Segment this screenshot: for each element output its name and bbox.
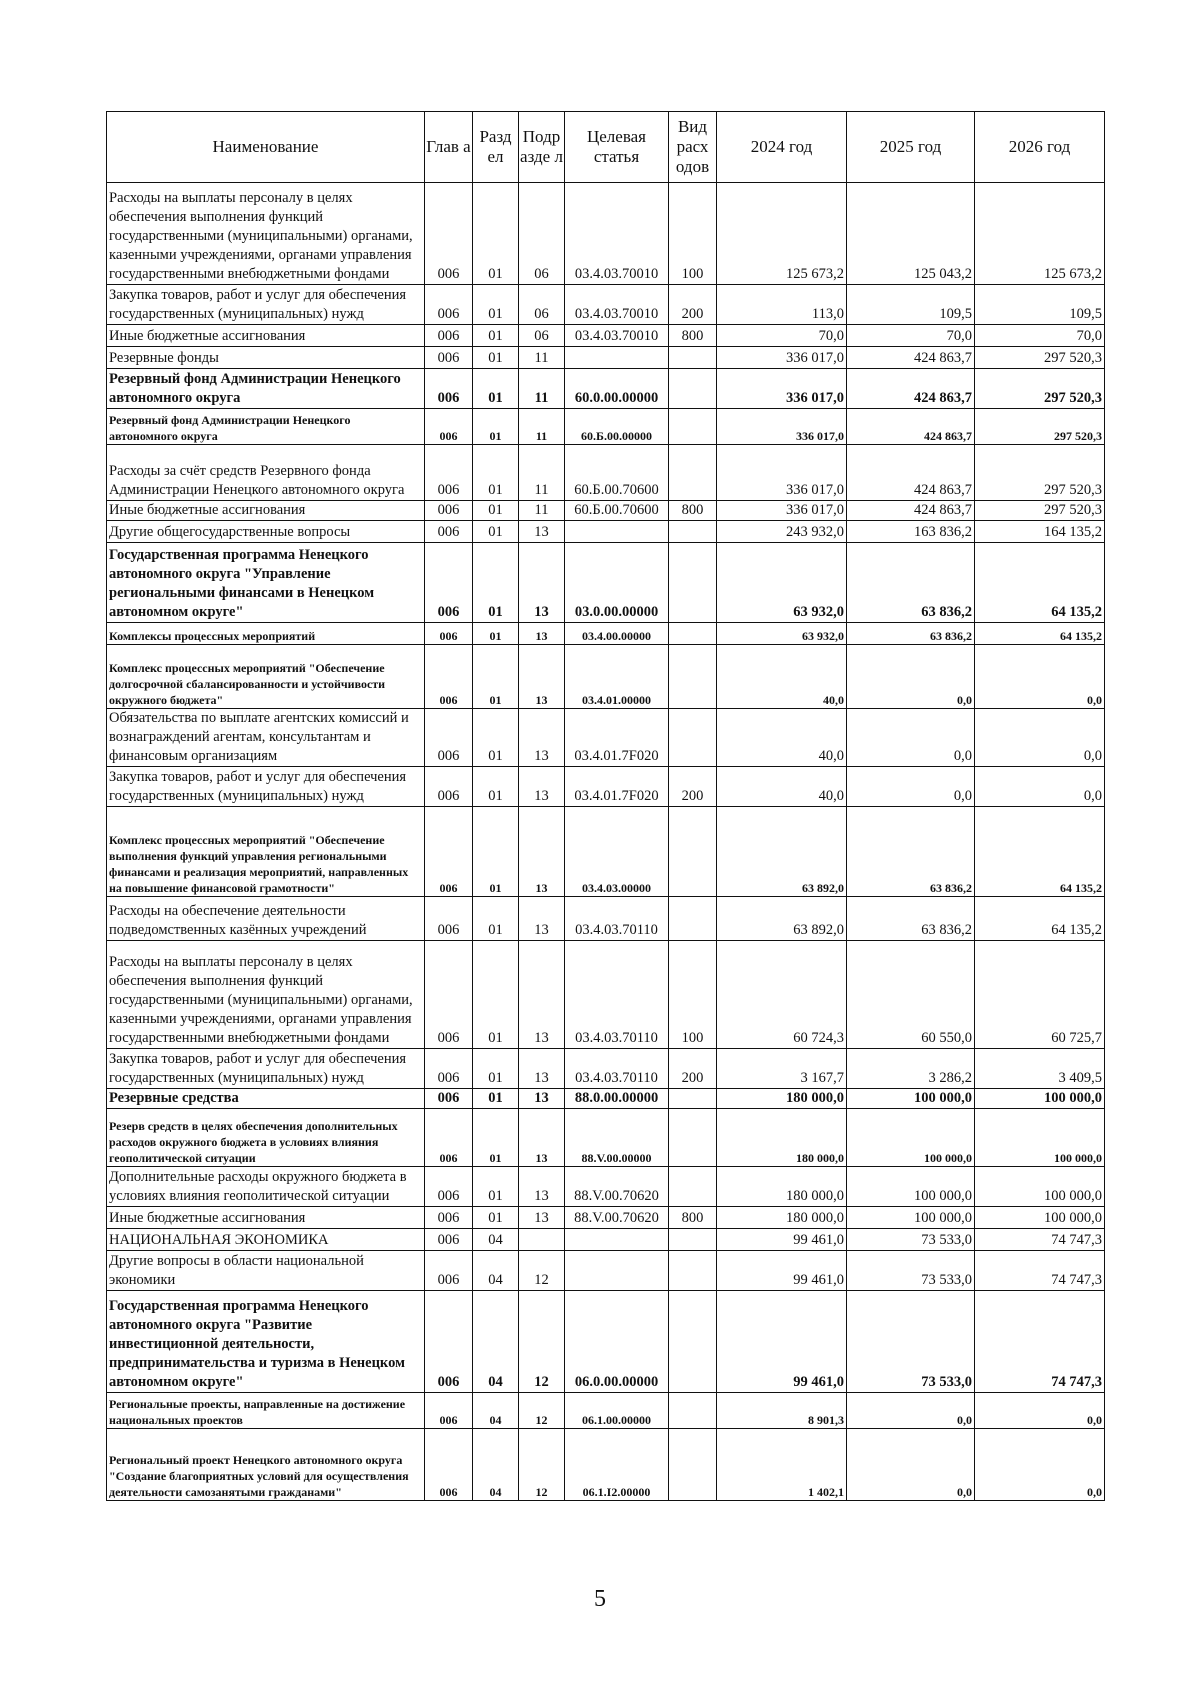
row-target-article: 03.4.01.7F020: [565, 767, 669, 807]
row-target-article: 88.V.00.70620: [565, 1167, 669, 1207]
row-value-2026: 70,0: [975, 325, 1105, 347]
row-expense-type: [669, 1251, 717, 1291]
table-body: [107, 183, 1105, 1501]
row-podrazdel: 13: [519, 1167, 565, 1207]
row-value-2026: 297 520,3: [975, 369, 1105, 409]
row-value-2025: 3 286,2: [847, 1049, 975, 1089]
row-value-2026: 297 520,3: [975, 501, 1105, 521]
row-glava: 006: [425, 807, 473, 897]
row-target-article: 03.4.03.70110: [565, 941, 669, 1049]
row-podrazdel: 11: [519, 369, 565, 409]
row-expense-type: [669, 543, 717, 623]
row-name: Другие вопросы в области национальной экономики: [107, 1251, 425, 1291]
row-value-2026: 0,0: [975, 1393, 1105, 1429]
row-target-article: 03.4.03.00000: [565, 807, 669, 897]
table-row: [107, 501, 1105, 521]
row-razdel: 01: [473, 445, 519, 501]
row-value-2025: 63 836,2: [847, 807, 975, 897]
row-expense-type: [669, 1089, 717, 1109]
row-value-2025: 63 836,2: [847, 623, 975, 645]
row-target-article: 06.1.00.00000: [565, 1393, 669, 1429]
header-year-2025: 2025 год: [847, 112, 975, 183]
header-podrazdel: Подр азде л: [519, 112, 565, 183]
row-value-2025: 70,0: [847, 325, 975, 347]
table-row: [107, 1229, 1105, 1251]
row-name: Комплекс процессных мероприятий "Обеспечение долгосрочной сбалансированности и устойчивости окружного бюджета": [107, 645, 425, 709]
row-glava: 006: [425, 369, 473, 409]
row-podrazdel: 12: [519, 1429, 565, 1501]
row-razdel: 01: [473, 409, 519, 445]
row-target-article: 03.4.03.70010: [565, 183, 669, 285]
row-value-2026: 164 135,2: [975, 521, 1105, 543]
row-glava: 006: [425, 183, 473, 285]
row-name: Закупка товаров, работ и услуг для обеспечения государственных (муниципальных) нужд: [107, 285, 425, 325]
row-name: Другие общегосударственные вопросы: [107, 521, 425, 543]
row-name: Резервные фонды: [107, 347, 425, 369]
row-value-2025: 0,0: [847, 1429, 975, 1501]
row-razdel: 04: [473, 1291, 519, 1393]
row-razdel: 01: [473, 897, 519, 941]
row-podrazdel: 13: [519, 1207, 565, 1229]
row-name: Закупка товаров, работ и услуг для обеспечения государственных (муниципальных) нужд: [107, 1049, 425, 1089]
row-value-2025: 60 550,0: [847, 941, 975, 1049]
row-podrazdel: 13: [519, 645, 565, 709]
header-razdel: Разд ел: [473, 112, 519, 183]
row-target-article: 03.0.00.00000: [565, 543, 669, 623]
row-value-2026: 100 000,0: [975, 1109, 1105, 1167]
row-value-2026: 64 135,2: [975, 807, 1105, 897]
row-name: Расходы на обеспечение деятельности подведомственных казённых учреждений: [107, 897, 425, 941]
row-value-2025: 63 836,2: [847, 897, 975, 941]
row-name: НАЦИОНАЛЬНАЯ ЭКОНОМИКА: [107, 1229, 425, 1251]
row-glava: 006: [425, 1393, 473, 1429]
table-row: [107, 1429, 1105, 1501]
row-podrazdel: 13: [519, 623, 565, 645]
row-expense-type: [669, 807, 717, 897]
row-razdel: 01: [473, 807, 519, 897]
row-expense-type: [669, 1291, 717, 1393]
row-podrazdel: 12: [519, 1291, 565, 1393]
row-expense-type: 800: [669, 1207, 717, 1229]
row-value-2025: 0,0: [847, 1393, 975, 1429]
row-expense-type: [669, 445, 717, 501]
row-value-2024: 3 167,7: [717, 1049, 847, 1089]
row-value-2026: 64 135,2: [975, 897, 1105, 941]
row-expense-type: [669, 645, 717, 709]
row-value-2025: 424 863,7: [847, 369, 975, 409]
row-podrazdel: 13: [519, 709, 565, 767]
row-value-2025: 109,5: [847, 285, 975, 325]
row-target-article: 60.Б.00.70600: [565, 501, 669, 521]
table-header-row: [107, 112, 1105, 183]
table-row: [107, 941, 1105, 1049]
table-row: [107, 521, 1105, 543]
page-number: 5: [594, 1586, 606, 1612]
budget-sheet: [106, 111, 1104, 1501]
row-value-2024: 40,0: [717, 645, 847, 709]
row-razdel: 01: [473, 623, 519, 645]
row-target-article: 60.Б.00.70600: [565, 445, 669, 501]
row-expense-type: 100: [669, 183, 717, 285]
row-razdel: 01: [473, 183, 519, 285]
row-expense-type: 800: [669, 325, 717, 347]
row-podrazdel: 11: [519, 409, 565, 445]
row-podrazdel: 13: [519, 1089, 565, 1109]
header-glava: Глав а: [425, 112, 473, 183]
table-row: [107, 1291, 1105, 1393]
row-glava: 006: [425, 347, 473, 369]
row-expense-type: 200: [669, 285, 717, 325]
row-glava: 006: [425, 325, 473, 347]
table-row: [107, 1167, 1105, 1207]
row-value-2025: 63 836,2: [847, 543, 975, 623]
table-row: [107, 1109, 1105, 1167]
table-row: [107, 409, 1105, 445]
row-name: Резервный фонд Администрации Ненецкого автономного округа: [107, 409, 425, 445]
row-razdel: 01: [473, 521, 519, 543]
table-row: [107, 325, 1105, 347]
table-row: [107, 183, 1105, 285]
row-value-2024: 40,0: [717, 709, 847, 767]
table-row: [107, 347, 1105, 369]
row-target-article: 88.V.00.00000: [565, 1109, 669, 1167]
row-glava: 006: [425, 445, 473, 501]
row-value-2025: 424 863,7: [847, 501, 975, 521]
row-glava: 006: [425, 709, 473, 767]
row-razdel: 01: [473, 285, 519, 325]
row-value-2026: 100 000,0: [975, 1167, 1105, 1207]
row-value-2026: 0,0: [975, 645, 1105, 709]
row-target-article: 06.1.I2.00000: [565, 1429, 669, 1501]
row-value-2026: 297 520,3: [975, 445, 1105, 501]
row-glava: 006: [425, 1089, 473, 1109]
row-glava: 006: [425, 1429, 473, 1501]
row-value-2025: 100 000,0: [847, 1207, 975, 1229]
row-value-2025: 424 863,7: [847, 409, 975, 445]
row-value-2026: 74 747,3: [975, 1229, 1105, 1251]
row-target-article: 06.0.00.00000: [565, 1291, 669, 1393]
row-target-article: 88.0.00.00000: [565, 1089, 669, 1109]
row-razdel: 04: [473, 1393, 519, 1429]
row-value-2026: 125 673,2: [975, 183, 1105, 285]
row-glava: 006: [425, 1251, 473, 1291]
row-razdel: 01: [473, 1207, 519, 1229]
row-expense-type: 100: [669, 941, 717, 1049]
row-value-2026: 109,5: [975, 285, 1105, 325]
row-glava: 006: [425, 521, 473, 543]
row-podrazdel: 06: [519, 325, 565, 347]
row-podrazdel: 13: [519, 897, 565, 941]
row-glava: 006: [425, 1167, 473, 1207]
header-expense-type: Вид расх одов: [669, 112, 717, 183]
row-value-2024: 180 000,0: [717, 1167, 847, 1207]
row-glava: 006: [425, 543, 473, 623]
header-year-2024: 2024 год: [717, 112, 847, 183]
row-expense-type: [669, 409, 717, 445]
row-razdel: 04: [473, 1429, 519, 1501]
row-glava: 006: [425, 1229, 473, 1251]
table-row: [107, 897, 1105, 941]
header-target-article: Целевая статья: [565, 112, 669, 183]
row-value-2026: 64 135,2: [975, 543, 1105, 623]
row-value-2024: 40,0: [717, 767, 847, 807]
row-podrazdel: 06: [519, 285, 565, 325]
row-name: Комплекс процессных мероприятий "Обеспечение выполнения функций управления региональными финансами и реализация мероприятий, направленных на повышение финансовой грамотности": [107, 807, 425, 897]
row-glava: 006: [425, 1207, 473, 1229]
row-value-2024: 125 673,2: [717, 183, 847, 285]
row-value-2025: 0,0: [847, 709, 975, 767]
row-podrazdel: 11: [519, 347, 565, 369]
row-target-article: 03.4.00.00000: [565, 623, 669, 645]
table-row: [107, 767, 1105, 807]
row-razdel: 01: [473, 347, 519, 369]
row-name: Государственная программа Ненецкого автономного округа "Развитие инвестиционной деятельности, предпринимательства и туризма в Ненецком автономном округе": [107, 1291, 425, 1393]
row-podrazdel: 13: [519, 807, 565, 897]
row-name: Региональные проекты, направленные на достижение национальных проектов: [107, 1393, 425, 1429]
row-target-article: [565, 1229, 669, 1251]
row-value-2024: 113,0: [717, 285, 847, 325]
table-row: [107, 1251, 1105, 1291]
row-value-2025: 100 000,0: [847, 1089, 975, 1109]
row-expense-type: [669, 897, 717, 941]
row-name: Резервный фонд Администрации Ненецкого автономного округа: [107, 369, 425, 409]
row-razdel: 01: [473, 369, 519, 409]
row-value-2025: 424 863,7: [847, 347, 975, 369]
row-expense-type: [669, 347, 717, 369]
row-value-2024: 63 932,0: [717, 543, 847, 623]
row-value-2025: 100 000,0: [847, 1109, 975, 1167]
row-razdel: 01: [473, 325, 519, 347]
row-name: Региональный проект Ненецкого автономного округа "Создание благоприятных условий для осуществления деятельности самозанятыми гражданами": [107, 1429, 425, 1501]
table-row: [107, 623, 1105, 645]
row-value-2024: 243 932,0: [717, 521, 847, 543]
table-row: [107, 709, 1105, 767]
row-glava: 006: [425, 409, 473, 445]
row-target-article: 03.4.03.70010: [565, 285, 669, 325]
row-glava: 006: [425, 645, 473, 709]
row-expense-type: [669, 1109, 717, 1167]
row-glava: 006: [425, 767, 473, 807]
table-row: [107, 369, 1105, 409]
row-expense-type: [669, 1429, 717, 1501]
row-podrazdel: 13: [519, 521, 565, 543]
row-name: Расходы за счёт средств Резервного фонда Администрации Ненецкого автономного округа: [107, 445, 425, 501]
row-razdel: 01: [473, 645, 519, 709]
table-row: [107, 1089, 1105, 1109]
row-target-article: [565, 521, 669, 543]
row-podrazdel: 13: [519, 767, 565, 807]
row-value-2026: 64 135,2: [975, 623, 1105, 645]
row-value-2024: 336 017,0: [717, 445, 847, 501]
row-value-2024: 99 461,0: [717, 1229, 847, 1251]
row-value-2024: 63 892,0: [717, 897, 847, 941]
row-name: Расходы на выплаты персоналу в целях обеспечения выполнения функций государственными (муниципальными) органами, казенными учреждениями, органами управления государственными внебюджетными фондами: [107, 183, 425, 285]
row-name: Резервные средства: [107, 1089, 425, 1109]
row-value-2025: 100 000,0: [847, 1167, 975, 1207]
row-expense-type: [669, 1229, 717, 1251]
row-value-2026: 0,0: [975, 709, 1105, 767]
row-value-2025: 163 836,2: [847, 521, 975, 543]
row-podrazdel: 11: [519, 445, 565, 501]
row-name: Обязательства по выплате агентских комиссий и вознаграждений агентам, консультантам и финансовым организациям: [107, 709, 425, 767]
row-value-2025: 73 533,0: [847, 1251, 975, 1291]
row-value-2026: 74 747,3: [975, 1251, 1105, 1291]
row-expense-type: 200: [669, 1049, 717, 1089]
table-row: [107, 1207, 1105, 1229]
row-value-2025: 0,0: [847, 767, 975, 807]
row-name: Расходы на выплаты персоналу в целях обеспечения выполнения функций государственными (муниципальными) органами, казенными учреждениями, органами управления государственными внебюджетными фондами: [107, 941, 425, 1049]
row-name: Иные бюджетные ассигнования: [107, 325, 425, 347]
row-glava: 006: [425, 623, 473, 645]
row-razdel: 01: [473, 1167, 519, 1207]
row-podrazdel: 11: [519, 501, 565, 521]
row-target-article: 60.0.00.00000: [565, 369, 669, 409]
row-value-2026: 100 000,0: [975, 1207, 1105, 1229]
row-expense-type: [669, 1393, 717, 1429]
row-name: Резерв средств в целях обеспечения дополнительных расходов окружного бюджета в условиях влияния геополитической ситуации: [107, 1109, 425, 1167]
row-value-2026: 74 747,3: [975, 1291, 1105, 1393]
table-row: [107, 285, 1105, 325]
row-value-2024: 180 000,0: [717, 1207, 847, 1229]
row-value-2025: 125 043,2: [847, 183, 975, 285]
row-value-2024: 99 461,0: [717, 1291, 847, 1393]
row-glava: 006: [425, 501, 473, 521]
row-razdel: 01: [473, 709, 519, 767]
row-expense-type: [669, 521, 717, 543]
row-value-2024: 336 017,0: [717, 369, 847, 409]
budget-table: [106, 111, 1105, 1501]
row-name: Закупка товаров, работ и услуг для обеспечения государственных (муниципальных) нужд: [107, 767, 425, 807]
table-row: [107, 1049, 1105, 1089]
row-target-article: 60.Б.00.00000: [565, 409, 669, 445]
row-target-article: [565, 1251, 669, 1291]
row-name: Иные бюджетные ассигнования: [107, 501, 425, 521]
row-name: Государственная программа Ненецкого автономного округа "Управление региональными финансами в Ненецком автономном округе": [107, 543, 425, 623]
row-glava: 006: [425, 941, 473, 1049]
row-value-2026: 0,0: [975, 1429, 1105, 1501]
row-expense-type: 800: [669, 501, 717, 521]
row-value-2025: 73 533,0: [847, 1291, 975, 1393]
row-razdel: 01: [473, 501, 519, 521]
row-value-2024: 63 892,0: [717, 807, 847, 897]
row-expense-type: [669, 369, 717, 409]
header-name: Наименование: [107, 112, 425, 183]
row-razdel: 04: [473, 1251, 519, 1291]
row-podrazdel: 06: [519, 183, 565, 285]
row-expense-type: [669, 1167, 717, 1207]
row-target-article: 88.V.00.70620: [565, 1207, 669, 1229]
row-razdel: 04: [473, 1229, 519, 1251]
row-podrazdel: 13: [519, 941, 565, 1049]
table-row: [107, 1393, 1105, 1429]
row-target-article: 03.4.01.00000: [565, 645, 669, 709]
header-year-2026: 2026 год: [975, 112, 1105, 183]
row-razdel: 01: [473, 767, 519, 807]
row-name: Комплексы процессных мероприятий: [107, 623, 425, 645]
row-razdel: 01: [473, 543, 519, 623]
row-value-2026: 100 000,0: [975, 1089, 1105, 1109]
row-value-2024: 180 000,0: [717, 1089, 847, 1109]
row-expense-type: [669, 623, 717, 645]
row-target-article: 03.4.03.70110: [565, 897, 669, 941]
row-value-2024: 70,0: [717, 325, 847, 347]
row-razdel: 01: [473, 1089, 519, 1109]
row-value-2026: 297 520,3: [975, 347, 1105, 369]
row-podrazdel: 13: [519, 1109, 565, 1167]
row-podrazdel: [519, 1229, 565, 1251]
row-value-2026: 60 725,7: [975, 941, 1105, 1049]
table-row: [107, 807, 1105, 897]
row-value-2024: 1 402,1: [717, 1429, 847, 1501]
row-podrazdel: 13: [519, 1049, 565, 1089]
row-glava: 006: [425, 1291, 473, 1393]
row-value-2025: 424 863,7: [847, 445, 975, 501]
row-value-2026: 3 409,5: [975, 1049, 1105, 1089]
row-target-article: 03.4.01.7F020: [565, 709, 669, 767]
row-value-2025: 0,0: [847, 645, 975, 709]
row-glava: 006: [425, 897, 473, 941]
row-razdel: 01: [473, 1049, 519, 1089]
row-value-2024: 60 724,3: [717, 941, 847, 1049]
table-row: [107, 445, 1105, 501]
row-name: Иные бюджетные ассигнования: [107, 1207, 425, 1229]
row-glava: 006: [425, 285, 473, 325]
row-podrazdel: 12: [519, 1393, 565, 1429]
row-value-2024: 8 901,3: [717, 1393, 847, 1429]
row-value-2024: 336 017,0: [717, 347, 847, 369]
row-target-article: 03.4.03.70110: [565, 1049, 669, 1089]
row-glava: 006: [425, 1049, 473, 1089]
row-value-2024: 99 461,0: [717, 1251, 847, 1291]
row-razdel: 01: [473, 941, 519, 1049]
row-target-article: [565, 347, 669, 369]
row-value-2024: 336 017,0: [717, 501, 847, 521]
row-glava: 006: [425, 1109, 473, 1167]
row-expense-type: 200: [669, 767, 717, 807]
row-value-2025: 73 533,0: [847, 1229, 975, 1251]
row-value-2026: 0,0: [975, 767, 1105, 807]
row-name: Дополнительные расходы окружного бюджета в условиях влияния геополитической ситуации: [107, 1167, 425, 1207]
row-expense-type: [669, 709, 717, 767]
row-value-2024: 63 932,0: [717, 623, 847, 645]
row-target-article: 03.4.03.70010: [565, 325, 669, 347]
row-razdel: 01: [473, 1109, 519, 1167]
row-podrazdel: 12: [519, 1251, 565, 1291]
row-value-2024: 180 000,0: [717, 1109, 847, 1167]
row-podrazdel: 13: [519, 543, 565, 623]
table-row: [107, 645, 1105, 709]
row-value-2026: 297 520,3: [975, 409, 1105, 445]
table-row: [107, 543, 1105, 623]
row-value-2024: 336 017,0: [717, 409, 847, 445]
